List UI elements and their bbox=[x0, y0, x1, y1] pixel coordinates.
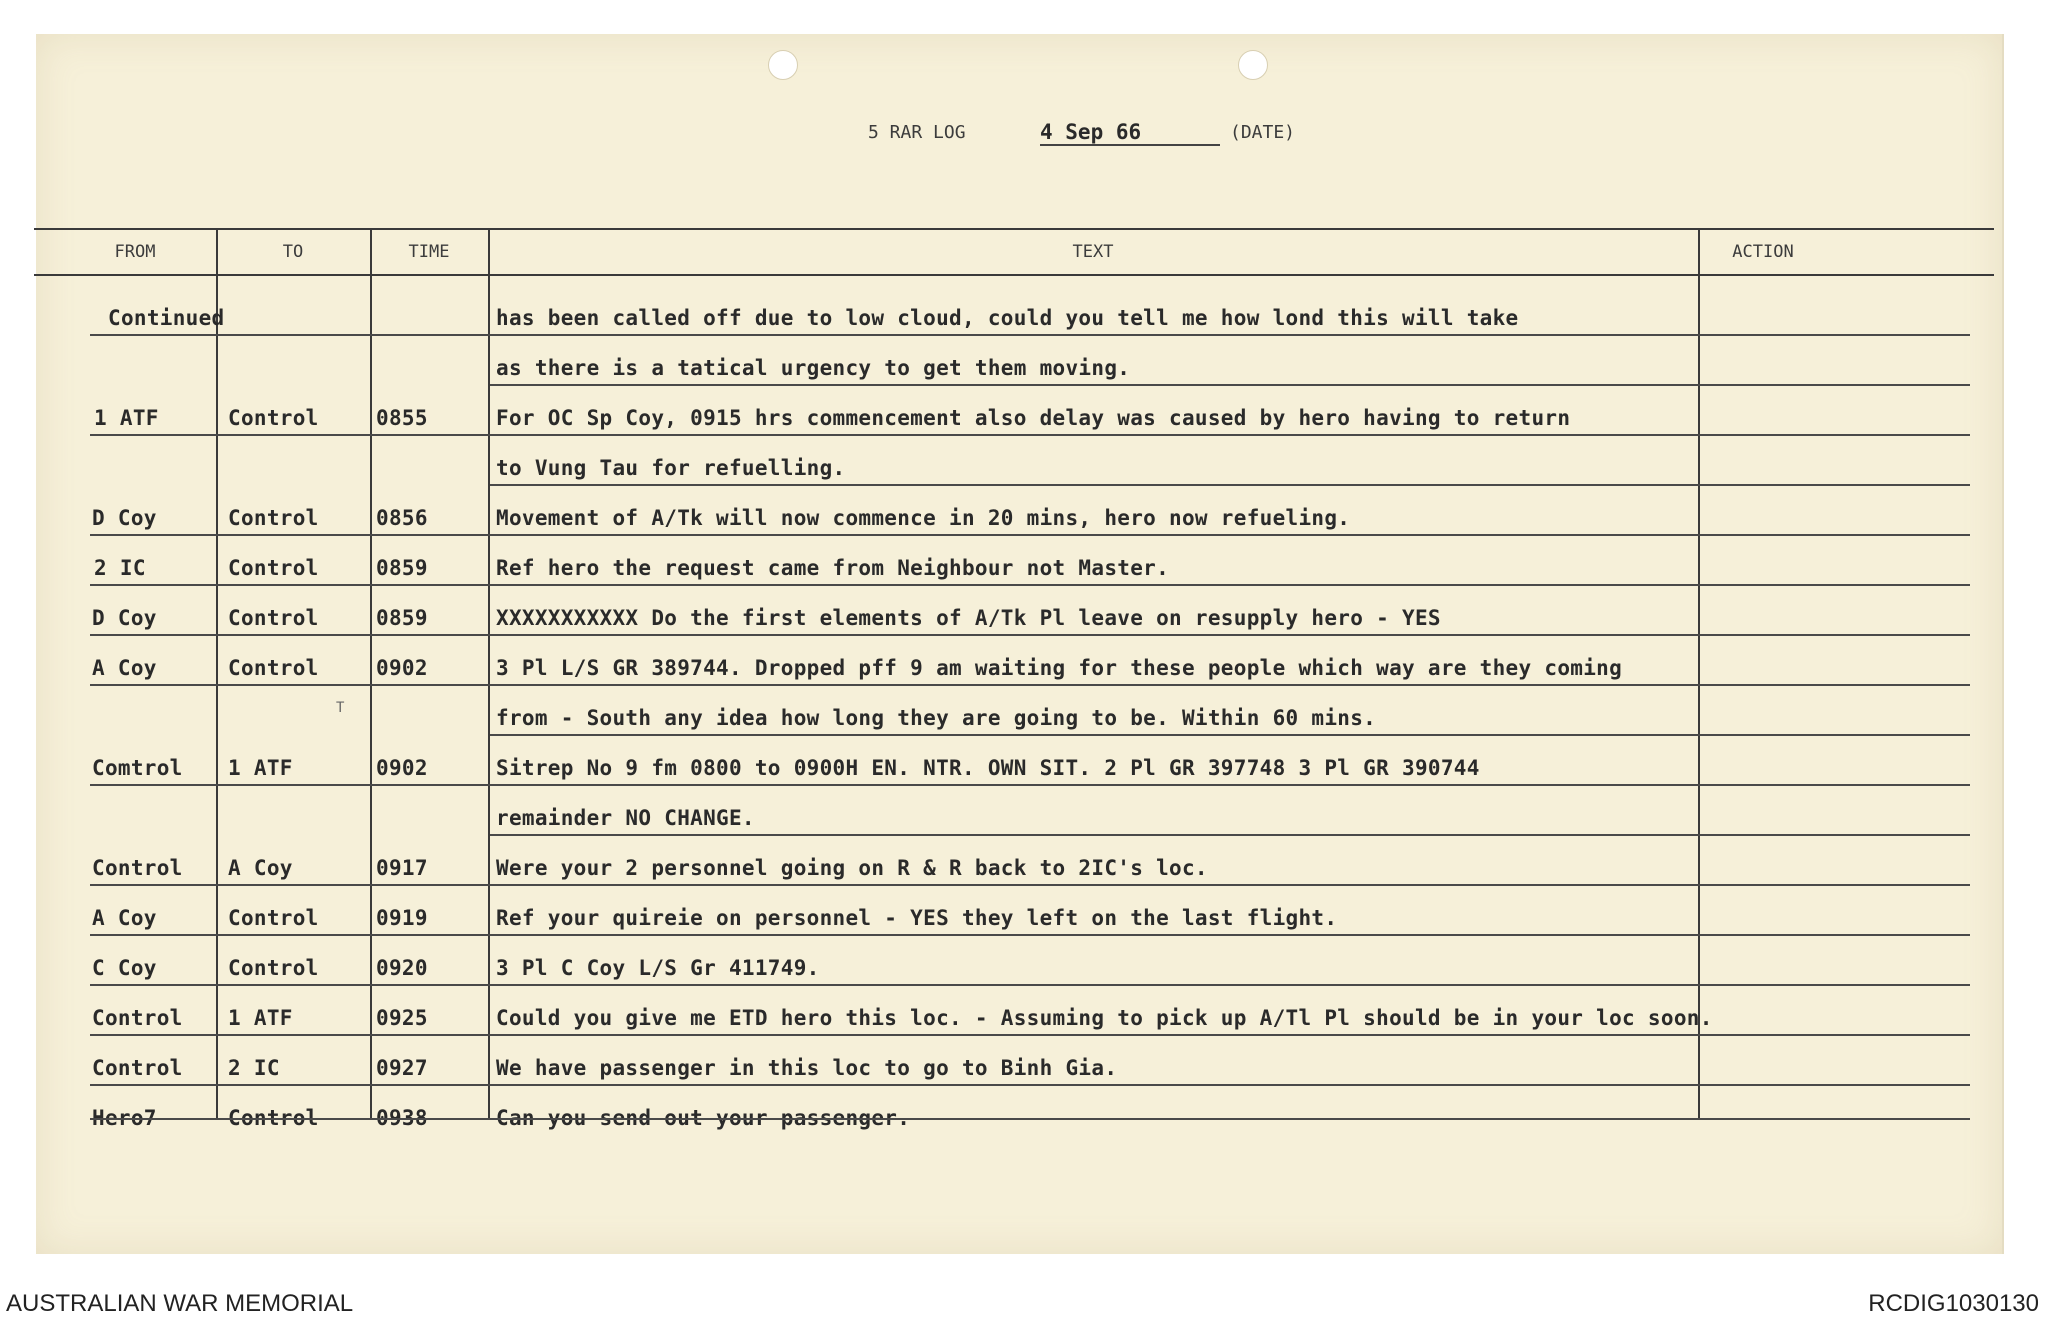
rule-line bbox=[90, 1034, 1970, 1036]
row-7-text: 3 Pl L/S GR 389744. Dropped pff 9 am waiting for these people which way are they coming bbox=[496, 656, 1623, 680]
row-0-from: Continued bbox=[108, 306, 225, 330]
row-15-text: We have passenger in this loc to go to Binh Gia. bbox=[496, 1056, 1118, 1080]
row-5-to: Control bbox=[228, 556, 319, 580]
row-14-from: Control bbox=[92, 1006, 183, 1030]
rule-line bbox=[90, 584, 1970, 586]
row-4-to: Control bbox=[228, 506, 319, 530]
log-title: 5 RAR LOG bbox=[868, 122, 966, 143]
row-15-to: 2 IC bbox=[228, 1056, 280, 1080]
row-16-to: Control bbox=[228, 1106, 319, 1130]
rule-line bbox=[90, 984, 1970, 986]
row-2-from: 1 ATF bbox=[94, 406, 159, 430]
row-13-time: 0920 bbox=[376, 956, 428, 980]
rule-line bbox=[90, 1084, 1970, 1086]
row-7-to: Control bbox=[228, 656, 319, 680]
rule-line bbox=[490, 384, 1970, 386]
rule-line bbox=[90, 684, 1970, 686]
row-5-time: 0859 bbox=[376, 556, 428, 580]
col-header-action: ACTION bbox=[1732, 242, 1794, 262]
row-8-text: from - South any idea how long they are going to be. Within 60 mins. bbox=[496, 706, 1377, 730]
rule-line bbox=[90, 884, 1970, 886]
row-13-from: C Coy bbox=[92, 956, 157, 980]
row-9-from: Comtrol bbox=[92, 756, 183, 780]
row-9-to: 1 ATF bbox=[228, 756, 293, 780]
row-6-time: 0859 bbox=[376, 606, 428, 630]
rule-line bbox=[90, 434, 1970, 436]
row-11-from: Control bbox=[92, 856, 183, 880]
rule-line bbox=[90, 784, 1970, 786]
rule-line bbox=[90, 334, 1970, 336]
rule-line bbox=[90, 934, 1970, 936]
footer-institution: AUSTRALIAN WAR MEMORIAL bbox=[6, 1290, 354, 1317]
table-header-rule bbox=[34, 274, 1994, 276]
row-6-from: D Coy bbox=[92, 606, 157, 630]
row-0-text: has been called off due to low cloud, could you tell me how lond this will take bbox=[496, 306, 1519, 330]
row-14-text: Could you give me ETD hero this loc. - Assuming to pick up A/Tl Pl should be in your loc soon. bbox=[496, 1006, 1713, 1030]
row-13-text: 3 Pl C Coy L/S Gr 411749. bbox=[496, 956, 820, 980]
row-12-text: Ref your quireie on personnel - YES they left on the last flight. bbox=[496, 906, 1338, 930]
punch-hole-right bbox=[1238, 50, 1268, 80]
row-5-text: Ref hero the request came from Neighbour not Master. bbox=[496, 556, 1170, 580]
row-11-time: 0917 bbox=[376, 856, 428, 880]
stray-mark: T bbox=[336, 700, 345, 716]
row-3-text: to Vung Tau for refuelling. bbox=[496, 456, 846, 480]
row-9-time: 0902 bbox=[376, 756, 428, 780]
rule-line bbox=[90, 634, 1970, 636]
row-4-from: D Coy bbox=[92, 506, 157, 530]
col-header-to: TO bbox=[282, 242, 304, 262]
row-14-time: 0925 bbox=[376, 1006, 428, 1030]
row-12-time: 0919 bbox=[376, 906, 428, 930]
row-12-to: Control bbox=[228, 906, 319, 930]
col-header-from: FROM bbox=[114, 242, 156, 262]
rule-line bbox=[490, 734, 1970, 736]
row-2-to: Control bbox=[228, 406, 319, 430]
row-6-text: XXXXXXXXXXX Do the first elements of A/Tk Pl leave on resupply hero - YES bbox=[496, 606, 1441, 630]
col-header-time: TIME bbox=[408, 242, 450, 262]
rule-line bbox=[490, 484, 1970, 486]
row-16-text: Can you send out your passenger. bbox=[496, 1106, 911, 1130]
row-15-from: Control bbox=[92, 1056, 183, 1080]
rule-line bbox=[490, 834, 1970, 836]
row-16-time: 0938 bbox=[376, 1106, 428, 1130]
row-14-to: 1 ATF bbox=[228, 1006, 293, 1030]
row-2-text: For OC Sp Coy, 0915 hrs commencement also delay was caused by hero having to return bbox=[496, 406, 1571, 430]
row-10-text: remainder NO CHANGE. bbox=[496, 806, 755, 830]
col-header-text: TEXT bbox=[1072, 242, 1114, 262]
row-1-text: as there is a tatical urgency to get them moving. bbox=[496, 356, 1131, 380]
row-11-to: A Coy bbox=[228, 856, 293, 880]
rule-line bbox=[90, 534, 1970, 536]
row-13-to: Control bbox=[228, 956, 319, 980]
row-12-from: A Coy bbox=[92, 906, 157, 930]
row-2-time: 0855 bbox=[376, 406, 428, 430]
table-top-rule bbox=[34, 228, 1994, 230]
row-7-from: A Coy bbox=[92, 656, 157, 680]
rule-line bbox=[90, 1118, 1970, 1120]
row-6-to: Control bbox=[228, 606, 319, 630]
row-15-time: 0927 bbox=[376, 1056, 428, 1080]
row-4-text: Movement of A/Tk will now commence in 20 mins, hero now refueling. bbox=[496, 506, 1351, 530]
row-7-time: 0902 bbox=[376, 656, 428, 680]
row-9-text: Sitrep No 9 fm 0800 to 0900H EN. NTR. OWN SIT. 2 Pl GR 397748 3 Pl GR 390744 bbox=[496, 756, 1480, 780]
log-date: 4 Sep 66 bbox=[1040, 120, 1220, 146]
date-label: (DATE) bbox=[1230, 122, 1296, 143]
row-5-from: 2 IC bbox=[94, 556, 146, 580]
punch-hole-left bbox=[768, 50, 798, 80]
footer-record-id: RCDIG1030130 bbox=[1868, 1290, 2039, 1317]
row-16-from: Hero7 bbox=[92, 1106, 157, 1130]
row-11-text: Were your 2 personnel going on R & R back to 2IC's loc. bbox=[496, 856, 1208, 880]
row-4-time: 0856 bbox=[376, 506, 428, 530]
